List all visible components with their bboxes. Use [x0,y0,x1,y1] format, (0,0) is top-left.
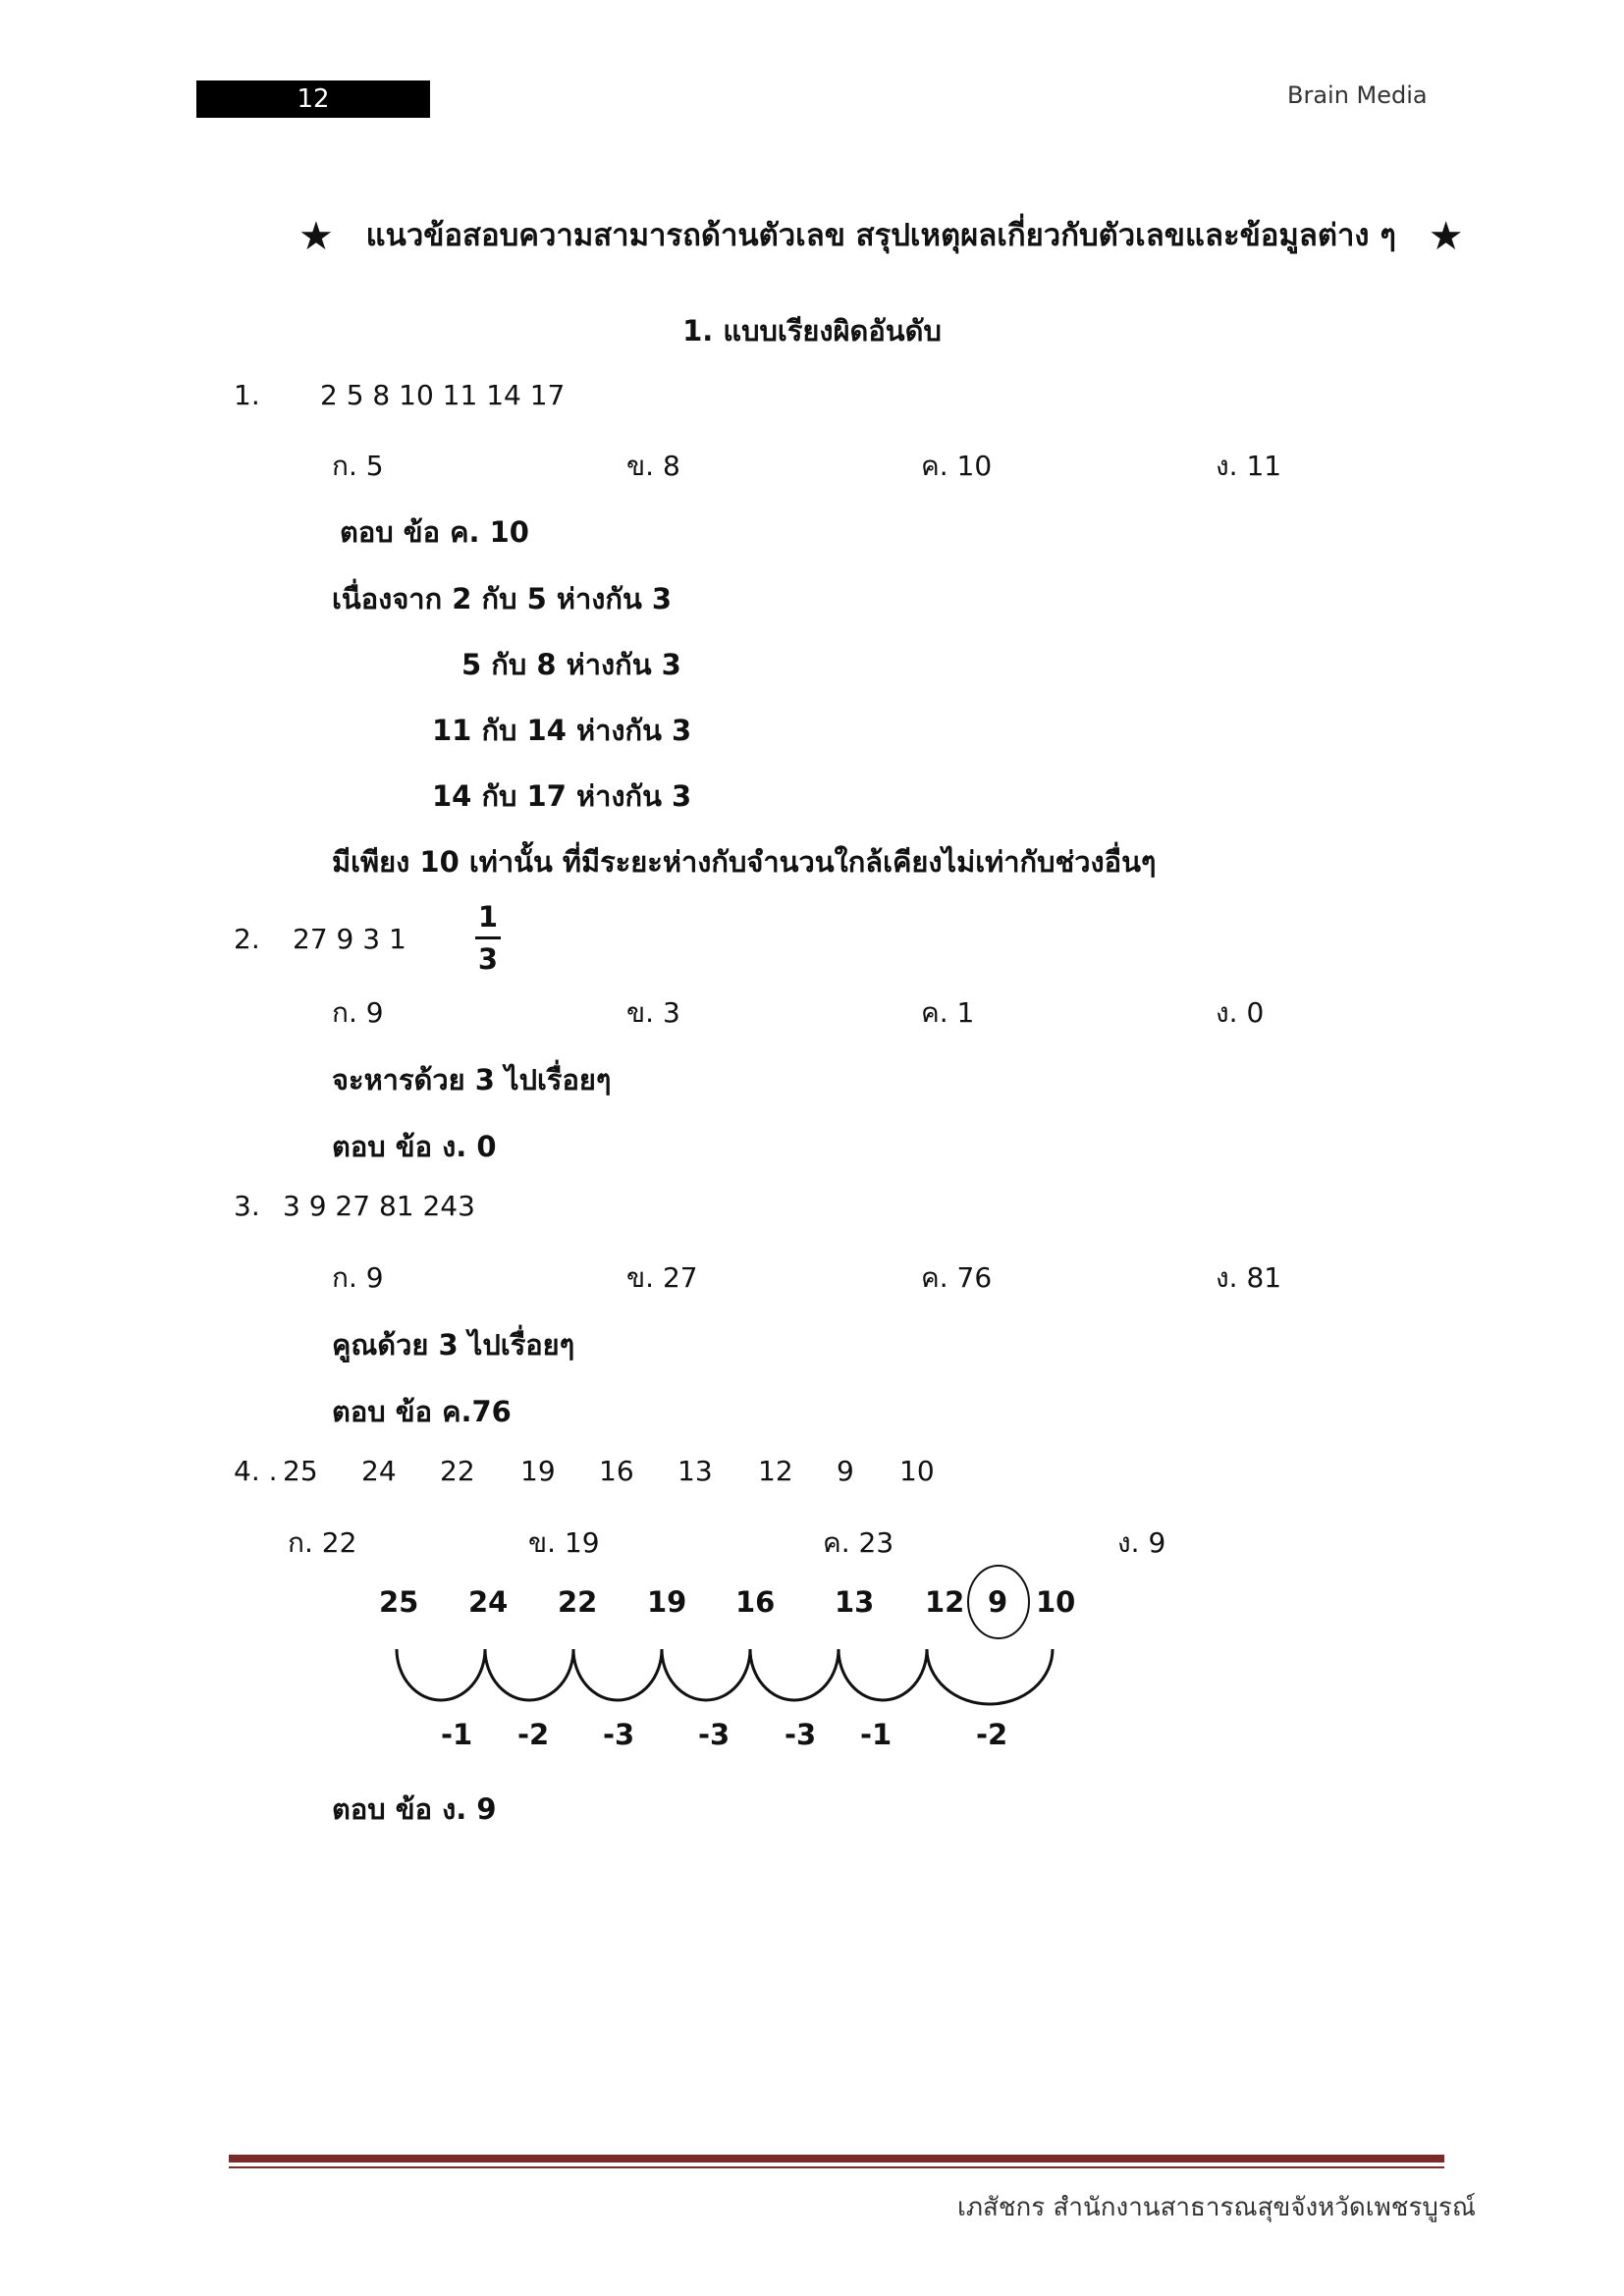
diagram-diff: -3 [603,1718,635,1751]
q3-choice-c: ค. 76 [921,1261,993,1294]
fraction-bar [475,936,501,939]
q2-choice-c: ค. 1 [921,996,975,1029]
diagram-number: 24 [468,1585,509,1619]
diagram-number: 10 [1036,1585,1076,1619]
section-heading: 1. แบบเรียงผิดอันดับ [682,314,942,347]
q1-number: 1. [234,379,260,411]
q4-seq-item: 19 [520,1455,556,1487]
q1-choice-b: ข. 8 [626,450,680,482]
footer-text: เภสัชกร สำนักงานสาธารณสุขจังหวัดเพชรบูรณ์ [957,2193,1477,2222]
diagram-number: 22 [558,1585,598,1619]
diagram-number: 12 [925,1585,965,1619]
q3-choice-b: ข. 27 [626,1261,698,1294]
q2-sequence: 27 9 3 1 [293,923,406,955]
q4-seq-item: 13 [677,1455,713,1487]
title-text: แนวข้อสอบความสามารถด้านตัวเลข สรุปเหตุผลเกี่ยวกับตัวเลขและข้อมูลต่าง ๆ [365,218,1396,253]
q4-choice-d: ง. 9 [1117,1526,1166,1559]
q1-line: 5 กับ 8 ห่างกัน 3 [461,648,681,681]
q4-seq-item: 24 [361,1455,397,1487]
q4-seq-item: 16 [599,1455,634,1487]
q3-choice-a: ก. 9 [332,1261,384,1294]
diagram-diff: -3 [698,1718,731,1751]
q4-number: 4. . [234,1455,278,1487]
q2-explanation: จะหารด้วย 3 ไปเรื่อยๆ [332,1063,612,1096]
footer-rule [229,2155,1444,2163]
q3-sequence: 3 9 27 81 243 [283,1190,475,1222]
q2-choice-a: ก. 9 [332,996,384,1029]
diagram-number: 16 [735,1585,776,1619]
q2-choice-b: ข. 3 [626,996,680,1029]
q4-choice-a: ก. 22 [288,1526,357,1559]
q4-seq-item: 25 [283,1455,318,1487]
fraction-denominator: 3 [477,942,499,976]
q1-line: เนื่องจาก 2 กับ 5 ห่างกัน 3 [332,582,673,615]
diagram-number: 25 [379,1585,419,1619]
arc [397,1649,485,1700]
header-brand: Brain Media [1287,81,1428,109]
diagram-diff: -3 [785,1718,817,1751]
q3-answer: ตอบ ข้อ ค.76 [332,1395,512,1428]
arc [750,1649,839,1700]
q4-seq-item: 10 [899,1455,935,1487]
page-title [298,210,1464,259]
arc [927,1649,1053,1704]
q4-choice-c: ค. 23 [823,1526,894,1559]
q1-choice-d: ง. 11 [1216,450,1282,482]
q4-seq-item: 22 [440,1455,475,1487]
q2-number: 2. [234,923,260,955]
q1-answer: ตอบ ข้อ ค. 10 [340,515,529,549]
q1-choice-a: ก. 5 [332,450,384,482]
arc [485,1649,573,1700]
arc [662,1649,750,1700]
q1-sequence: 2 5 8 10 11 14 17 [320,379,566,411]
q3-explanation: คูณด้วย 3 ไปเรื่อยๆ [332,1328,575,1362]
diagram-diff: -2 [976,1718,1008,1751]
q1-line: 14 กับ 17 ห่างกัน 3 [432,779,692,813]
q2-fraction [475,901,501,975]
arc [573,1649,662,1700]
page-number: 12 [196,80,430,118]
q4-seq-item: 12 [758,1455,793,1487]
q1-choice-c: ค. 10 [921,450,993,482]
star-icon: ★ [1428,214,1464,259]
diagram-diff: -2 [517,1718,550,1751]
q4-answer: ตอบ ข้อ ง. 9 [332,1792,497,1826]
diagram-diff: -1 [860,1718,893,1751]
q2-answer: ตอบ ข้อ ง. 0 [332,1130,497,1163]
star-icon: ★ [298,214,334,259]
q1-line: 11 กับ 14 ห่างกัน 3 [432,714,692,747]
q2-choice-d: ง. 0 [1216,996,1265,1029]
arc [839,1649,927,1700]
diagram-number: 19 [647,1585,687,1619]
q4-choice-b: ข. 19 [528,1526,600,1559]
q3-choice-d: ง. 81 [1216,1261,1282,1294]
diagram-number-circled: 9 [988,1585,1008,1619]
q4-seq-item: 9 [837,1455,854,1487]
diagram-number: 13 [835,1585,875,1619]
footer-rule-thin [229,2166,1444,2168]
q3-number: 3. [234,1190,260,1222]
diagram-diff: -1 [441,1718,473,1751]
q1-conclusion: มีเพียง 10 เท่านั้น ที่มีระยะห่างกับจำนวนใกล้เคียงไม่เท่ากับช่วงอื่นๆ [332,845,1157,879]
fraction-numerator: 1 [477,900,499,934]
